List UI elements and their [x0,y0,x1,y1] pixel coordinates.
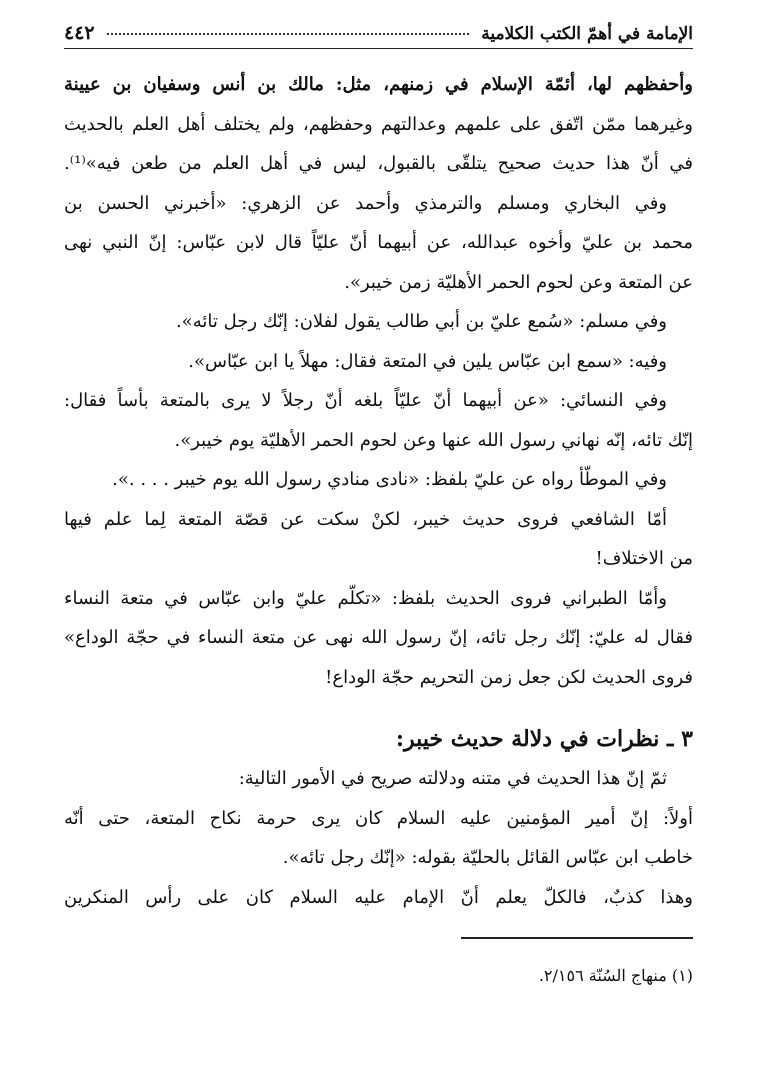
running-title: الإمامة في أهمّ الكتب الكلامية [481,24,693,44]
text-line: محمد بن عليّ وأخوه عبدالله، عن أبيهما أنّ عليّاً قال لابن عبّاس: إنّ النبي نهى [64,232,693,253]
footnote-rule [461,937,693,939]
leader-dots [107,33,470,35]
text-line: فقال له عليّ: إنّك رجل تائه، إنّ رسول الله نهى عن متعة النساء في حجّة الوداع» [64,627,693,648]
text-line: وفي النسائي: «عن أبيهما أنّ عليّاً بلغه أنّ رجلاً لا يرى بالمتعة بأساً فقال: [64,390,667,411]
text-line: وأمّا الطبراني فروى الحديث بلفظ: «تكلّم عليّ وابن عبّاس في متعة النساء [64,587,667,609]
text-line: وأحفظهم لها، أئمّة الإسلام في زمنهم، مثل: مالك بن أنس وسفيان بن عيينة [64,74,693,95]
text-line: أمّا الشافعي فروى حديث خيبر، لكنْ سكت عن قصّة المتعة لِما علم فيها [64,508,667,530]
text-line: من الاختلاف! [595,548,693,569]
text-line: إنّك تائه، إنّه نهاني رسول الله عنها وعن لحوم الحمر الأهليّة يوم خيبر». [174,429,693,451]
footnote: (١) منهاج السُنّة ٢/١٥٦. [538,966,693,985]
section-heading: ٣ ـ نظرات في دلالة حديث خيبر: [395,726,693,752]
body-text [64,65,693,917]
text-line: وفي البخاري ومسلم والترمذي وأحمد عن الزهري: «أخبرني الحسن بن [64,192,667,214]
text-line: ثمّ إنّ هذا الحديث في متنه ودلالته صريح في الأمور التالية: [238,768,667,789]
text-line: وفي الموطّأ رواه عن عليّ بلفظ: «نادى منادي رسول الله يوم خيبر . . . .». [112,469,667,490]
text-line: خاطب ابن عبّاس القائل بالحليّة بقوله: «إنّك رجل تائه». [282,847,693,868]
section-gap [64,697,693,719]
text-line: وفيه: «سمع ابن عبّاس يلين في المتعة فقال: مهلاً يا ابن عبّاس». [188,350,667,372]
text-line: وغيرهما ممّن اتّفق على علمهم وعدالتهم وحفظهم، ولم يختلف أهل العلم بالحديث [64,113,693,135]
text-line: أولاً: إنّ أمير المؤمنين عليه السلام كان يرى حرمة نكاح المتعة، حتى أنّه [64,807,693,829]
text-line: وفي مسلم: «سُمع عليّ بن أبي طالب يقول لفلان: إنّك رجل تائه». [175,311,667,332]
text-line: في أنّ هذا حديث صحيح يتلقّى بالقبول، ليس في أهل العلم من طعن فيه»⁽¹⁾. [64,153,693,174]
page-number: ٤٤٢ [64,22,95,44]
text-line: عن المتعة وعن لحوم الحمر الأهليّة زمن خيبر». [344,271,693,293]
text-line: وهذا كذبٌ، فالكلّ يعلم أنّ الإمام عليه السلام كان على رأس المنكرين [64,886,693,908]
running-header [64,22,693,49]
text-line: فروى الحديث لكن جعل زمن التحريم حجّة الوداع! [325,666,693,688]
